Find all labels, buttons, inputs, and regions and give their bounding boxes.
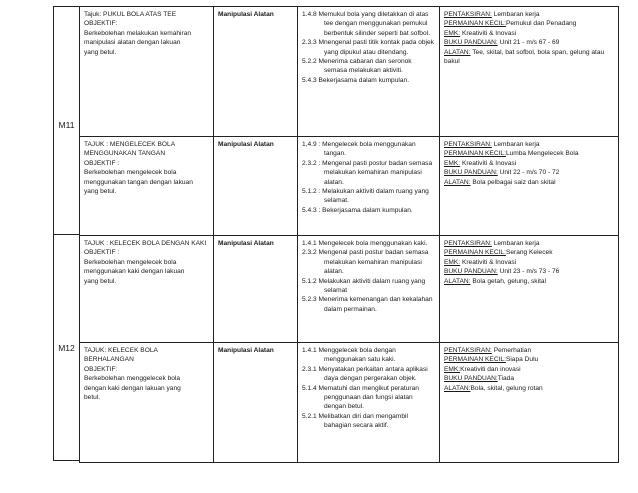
standard-cell [298,343,440,463]
tajuk-line: yang betul. [84,277,117,285]
standard-item: 5.2.3 Menerima kemenangan dan kekalahan dalam permainan. [302,296,433,313]
pentaksiran-cell [440,137,619,236]
pentaksiran-item [444,159,614,168]
pentaksiran-item [444,38,614,47]
pentaksiran-key: ALATAN: [444,384,471,392]
standard-cell [298,7,440,137]
standard-item: 2.3.1 Menyatakan perkaitan antara aplikasi daya dengan pergerakan objek. [302,365,428,383]
pentaksiran-value: Unit 21 - m/s 67 - 69 [497,39,560,47]
aktiviti-cell: Manipulasi Alatan [214,236,298,343]
pentaksiran-item [444,178,614,187]
pentaksiran-value: Bola pelbagai saiz dan skital [470,178,556,186]
tajuk-cell [80,343,214,463]
tajuk-line: menggunakan tangan dengan lakuan [84,178,193,186]
pentaksiran-key: EMK: [444,258,461,266]
table-row [80,7,619,137]
standard-item: 5.4.3 Bekerjasama dalam kumpulan. [302,76,410,84]
standard-item: 5.1.2 Melakukan aktiviti dalam ruang yang selamat [302,277,426,295]
tajuk-line: OBJEKTIF : [84,249,120,257]
tajuk-line: Tajuk: PUKUL BOLA ATAS TEE [84,11,177,18]
pentaksiran-item [444,239,614,248]
standard-item: 2.3.2 Mengenal pasti postur badan semasa melakukan kemahiran manipulasi alatan. [302,249,429,276]
standard-item: 5.1.2 : Melakukan aktiviti dalam ruang yang selamat. [302,188,429,205]
pentaksiran-value: Lumba Mengelecek Bola [505,150,579,158]
pentaksiran-item [444,374,614,383]
tajuk-cell [80,236,214,343]
pentaksiran-value: Lembaran kerja [491,141,540,148]
tajuk-line: Berkebolehan mengelecek bola [84,169,177,177]
pentaksiran-key: PENTAKSIRAN: [444,141,492,148]
pentaksiran-key: PENTAKSIRAN: [444,11,492,18]
pentaksiran-key: PENTAKSIRAN: [444,347,492,354]
tajuk-line: TAJUK : MENGELECEK BOLA [84,141,176,148]
pentaksiran-item [444,384,614,393]
standard-item: 1.4.1 Menggelecek bola dengan menggunakan satu kaki. [302,347,396,364]
aktiviti-cell: Manipulasi Alatan [214,137,298,236]
pentaksiran-value: Pemerhatian [491,347,532,354]
tajuk-line: betul. [84,394,101,402]
pentaksiran-item [444,365,614,374]
tajuk-line: Berkebolehan mengelecek bola [84,258,177,266]
pentaksiran-value: Bola getah, gelung, skital [470,277,547,285]
standard-item: 1,4.9 : Mengelecek bola menggunakan tangan. [302,141,416,158]
table-row [80,137,619,236]
pentaksiran-key: BUKU PANDUAN: [444,268,498,276]
tajuk-line: OBJEKTIF : [84,159,120,167]
standard-cell [298,137,440,236]
pentaksiran-value: Siapa Dulu [505,356,539,364]
standard-item: 5.2.2 Menerima cabaran dan seronok semasa melakukan aktiviti. [302,58,412,75]
lesson-plan-table [79,6,619,463]
pentaksiran-key: ALATAN: [444,48,471,56]
standard-item: 5.2.1 Melibatkan diri dan mengambil bahagian secara aktif. [302,412,408,430]
pentaksiran-key: EMK: [444,365,461,373]
pentaksiran-key: PERMAINAN KECIL: [444,20,506,28]
pentaksiran-item [444,277,614,286]
pentaksiran-key: PERMAINAN KECIL: [444,356,506,364]
pentaksiran-value: Kreativiti & Inovasi [460,29,517,37]
pentaksiran-key: PERMAINAN KECIL: [444,249,506,257]
pentaksiran-key: BUKU PANDUAN: [444,39,498,47]
tajuk-line: yang betul. [84,48,117,56]
tajuk-line: Berkebolehan menggelecek bola [84,375,181,383]
standard-item: 1.4.8 Memukul bola yang diletakkan di atas tee dengan menggunakan pemukul berbentuk silinder seperti bat sofbol. [302,11,430,37]
week-label-text: M11 [58,120,75,130]
pentaksiran-item [444,10,614,19]
standard-item: 2.3.2 : Mengenal pasti postur badan semasa melakukan kemahiran manipulasi alatan. [302,159,433,186]
pentaksiran-cell [440,343,619,463]
pentaksiran-value: Pemukul dan Penadang [505,20,577,28]
standard-item: 5.4.3 : Bekerjasama dalam kumpulan. [302,206,413,214]
pentaksiran-item [444,267,614,276]
pentaksiran-key: EMK: [444,29,461,37]
pentaksiran-cell [440,236,619,343]
tajuk-line: yang betul. [84,188,117,196]
table-row [80,236,619,343]
pentaksiran-item [444,258,614,267]
pentaksiran-key: EMK: [444,159,461,167]
pentaksiran-value: Lembaran kerja [491,11,540,18]
standard-cell [298,236,440,343]
pentaksiran-key: BUKU PANDUAN: [444,375,498,383]
pentaksiran-item [444,19,614,28]
pentaksiran-item [444,168,614,177]
pentaksiran-value: Bola, skital, gelung rotan [470,384,543,392]
tajuk-line: menggunakan kaki dengan lakuan [84,268,185,276]
week-label [53,234,80,461]
pentaksiran-value: Serang Kelecek [505,249,553,257]
aktiviti-cell: Manipulasi Alatan [214,343,298,463]
pentaksiran-value: Tiada [497,375,514,383]
table-row [80,343,619,463]
pentaksiran-value: Kreativiti & Inovasi [460,159,517,167]
pentaksiran-value: Kreativiti & Inovasi [460,258,517,266]
pentaksiran-value: Unit 23 - m/s 73 - 76 [497,268,560,276]
tajuk-line: OBJEKTIF: [84,20,118,28]
standard-item: 2.3.3 Mnengenal pasti titik kontak pada objek yang dipukul atau ditendang. [302,39,434,56]
pentaksiran-item [444,48,614,67]
pentaksiran-value: Kreativiti dan inovasi [460,365,521,373]
pentaksiran-key: ALATAN: [444,178,471,186]
pentaksiran-item [444,29,614,38]
tajuk-line: BERHALANGAN [84,356,134,364]
tajuk-line: OBJEKTIF: [84,365,118,373]
pentaksiran-value: Tee, skital, bat sofbol, bola span, gelung atau bakul [444,48,605,66]
pentaksiran-value: Unit 22 - m/s 70 - 72 [497,169,560,177]
tajuk-line: Berkebolehan melakukan kemahiran [84,29,192,37]
standard-item: 1.4.1 Mengelecek bola menggunakan kaki. [302,240,428,247]
pentaksiran-key: ALATAN: [444,277,471,285]
pentaksiran-value: Lembaran kerja [491,240,540,247]
week-label [53,6,80,235]
tajuk-line: MENGGUNAKAN TANGAN [84,150,166,158]
tajuk-line: dengan kaki dengan lakuan yang [84,384,181,392]
pentaksiran-key: PENTAKSIRAN: [444,240,492,247]
week-label-text: M12 [58,342,75,353]
pentaksiran-item [444,248,614,257]
tajuk-line: TAJUK : KELECEK BOLA DENGAN KAKI [84,240,207,247]
pentaksiran-item [444,355,614,364]
tajuk-line: manipulasi alatan dengan lakuan [84,39,181,47]
tajuk-line: TAJUK: KELECEK BOLA [84,347,158,354]
tajuk-cell [80,137,214,236]
tajuk-cell [80,7,214,137]
pentaksiran-key: PERMAINAN KECIL: [444,150,506,158]
aktiviti-cell: Manipulasi Alatan [214,7,298,137]
standard-item: 5.1.4 Mematuhi dan mengikut peraturan penggunaan dan fungsi alatan dengan betul. [302,384,419,411]
pentaksiran-key: BUKU PANDUAN: [444,169,498,177]
pentaksiran-item [444,149,614,158]
pentaksiran-item [444,140,614,149]
pentaksiran-cell [440,7,619,137]
pentaksiran-item [444,346,614,355]
